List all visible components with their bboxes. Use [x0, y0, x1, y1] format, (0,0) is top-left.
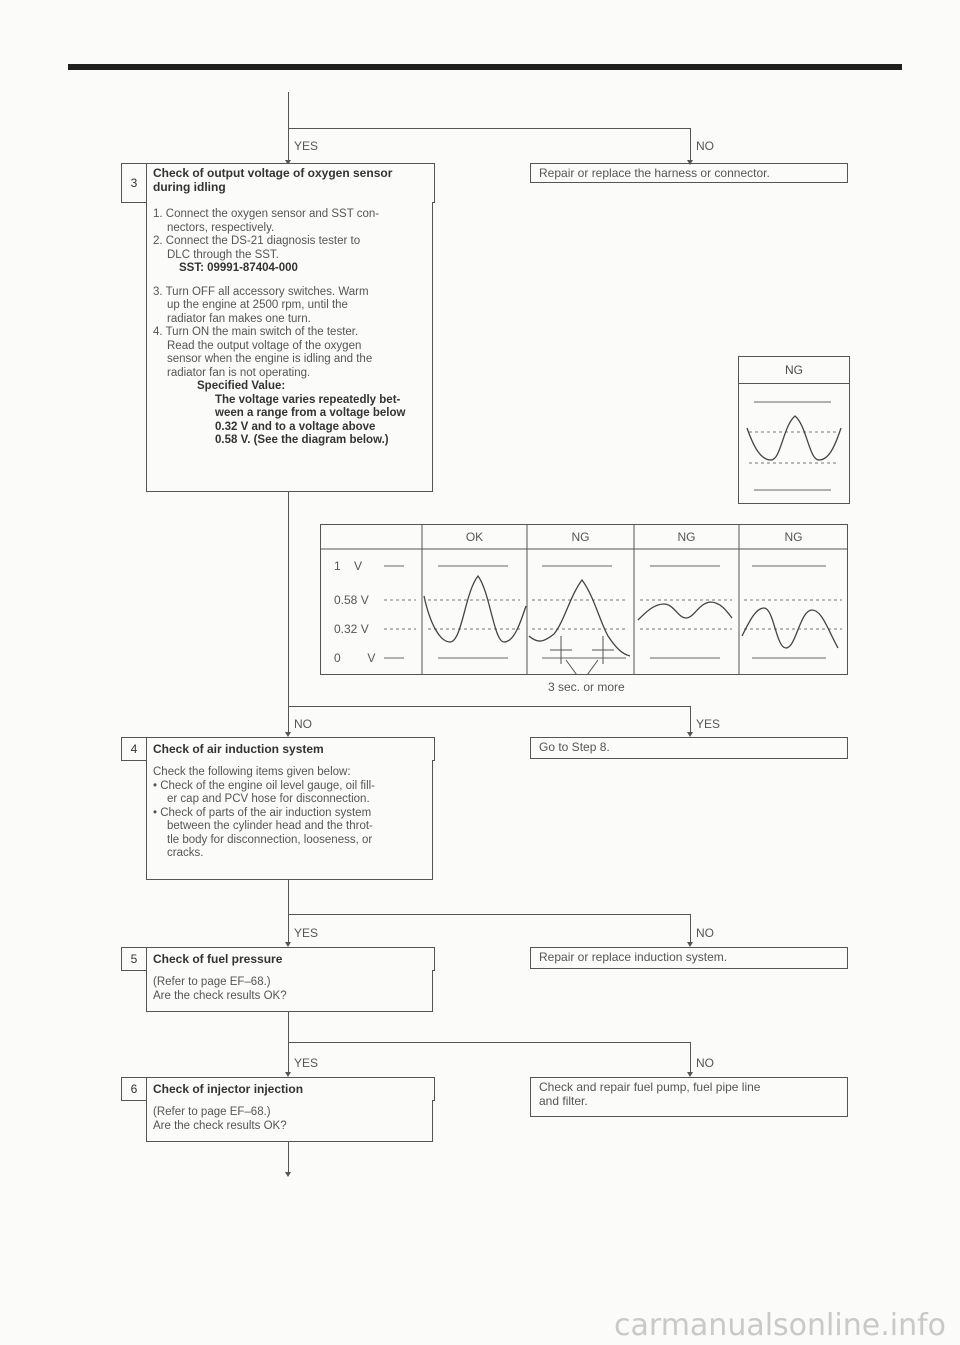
instruction-line: tle body for disconnection, looseness, or — [167, 833, 373, 846]
flow-arrow-continue — [288, 1142, 289, 1172]
step-5-no-result: Repair or replace induction system. — [530, 947, 848, 969]
step-4-body — [146, 760, 433, 880]
top-rule — [68, 64, 902, 70]
instruction-line: Are the check results OK? — [153, 989, 287, 1002]
step-number: 4 — [122, 738, 147, 760]
spec-line: The voltage varies repeatedly bet- — [215, 393, 401, 406]
level-label: 0.58 V — [334, 593, 369, 607]
flow-arrow-yes — [288, 128, 289, 160]
sst-number: SST: 09991-87404-000 — [179, 262, 298, 274]
instruction-line: radiator fan is not operating. — [167, 366, 311, 379]
flow-arrow-yes — [288, 914, 289, 942]
step-number: 6 — [122, 1078, 147, 1100]
flow-arrow-no — [690, 1042, 691, 1072]
no-label: NO — [696, 1056, 714, 1070]
instruction-line: up the engine at 2500 rpm, until the — [167, 299, 348, 311]
ng-label: NG — [739, 357, 849, 384]
flow-arrow-yes — [288, 1042, 289, 1072]
instruction-line: (Refer to page EF–68.) — [153, 1106, 271, 1118]
instruction-line: • Check of parts of the air induction system — [153, 806, 372, 819]
step-title: Check of fuel pressure — [153, 952, 283, 966]
no-label: NO — [696, 926, 714, 940]
yes-label: YES — [294, 926, 319, 940]
flow-line — [288, 128, 690, 129]
flow-arrow-no — [690, 914, 691, 942]
step-4-yes-result: Go to Step 8. — [530, 737, 848, 759]
instruction-line: nectors, respectively. — [167, 221, 275, 234]
level-label: 0 V — [334, 651, 376, 665]
instruction-line: radiator fan makes one turn. — [167, 312, 311, 325]
flow-arrow-yes — [690, 706, 691, 732]
spec-line: ween a range from a voltage below — [215, 407, 406, 419]
result-line: and filter. — [539, 1094, 588, 1108]
step-number: 3 — [122, 164, 147, 202]
step-3-body — [146, 202, 433, 492]
spec-line: 0.32 V and to a voltage above — [215, 420, 376, 433]
level-label: 1 V — [334, 559, 363, 573]
duration-note: 3 sec. or more — [548, 680, 625, 694]
waveform-grid — [320, 524, 848, 675]
waveform-table — [320, 524, 848, 675]
step-title: Check of output voltage of oxygen sensor during idling — [153, 166, 393, 194]
instruction-line: 1. Connect the oxygen sensor and SST con- — [153, 208, 380, 220]
spec-line: 0.58 V. (See the diagram below.) — [215, 434, 389, 446]
instruction-line: sensor when the engine is idling and the — [167, 353, 373, 365]
instruction-line: (Refer to page EF–68.) — [153, 976, 271, 988]
flow-arrow-no — [288, 706, 289, 732]
yes-label: YES — [294, 1056, 319, 1070]
step-number: 5 — [122, 948, 147, 970]
step-5-header — [121, 947, 435, 971]
step-title: Check of air induction system — [153, 742, 324, 756]
watermark-bar — [0, 1300, 960, 1345]
instruction-line: • Check of the engine oil level gauge, oil fill- — [153, 779, 376, 792]
watermark-text: carmanualsonline.info — [614, 1308, 946, 1343]
ng-waveform-box — [738, 356, 850, 504]
flow-line — [288, 914, 690, 915]
yes-label: YES — [294, 139, 319, 153]
column-header-ng: NG — [571, 530, 590, 544]
instruction-line: 2. Connect the DS-21 diagnosis tester to — [153, 235, 361, 247]
instruction-line: Check the following items given below: — [153, 766, 351, 778]
column-header-ok: OK — [465, 530, 484, 544]
flow-line — [288, 1042, 690, 1043]
no-label: NO — [294, 717, 312, 731]
instruction-line: cracks. — [167, 847, 204, 859]
no-label: NO — [696, 139, 714, 153]
instruction-line: 4. Turn ON the main switch of the tester. — [153, 326, 359, 338]
step-3-header — [121, 163, 435, 203]
step-6-header — [121, 1077, 435, 1101]
column-header-ng: NG — [784, 530, 803, 544]
flow-line — [288, 706, 690, 707]
step-6-body — [146, 1100, 433, 1142]
spec-heading: Specified Value: — [197, 380, 286, 392]
flow-line — [288, 492, 289, 732]
ng-waveform — [739, 384, 849, 502]
level-label: 0.32 V — [334, 622, 369, 636]
result-line: Check and repair fuel pump, fuel pipe line — [539, 1080, 761, 1094]
step-title: Check of injector injection — [153, 1082, 304, 1096]
instruction-line: 3. Turn OFF all accessory switches. Warm — [153, 285, 369, 298]
instruction-line: er cap and PCV hose for disconnection. — [167, 793, 370, 805]
instruction-line: Are the check results OK? — [153, 1119, 287, 1132]
instruction-line: between the cylinder head and the throt- — [167, 820, 373, 832]
yes-label: YES — [696, 717, 721, 731]
instruction-line: Read the output voltage of the oxygen — [167, 339, 362, 352]
instruction-line: DLC through the SST. — [167, 248, 279, 261]
step-3-no-result: Repair or replace the harness or connector. — [530, 163, 848, 183]
column-header-ng: NG — [677, 530, 696, 544]
step-6-no-result — [530, 1077, 848, 1117]
flow-arrow-no — [690, 128, 691, 160]
step-4-header — [121, 737, 435, 761]
step-5-body — [146, 970, 433, 1012]
